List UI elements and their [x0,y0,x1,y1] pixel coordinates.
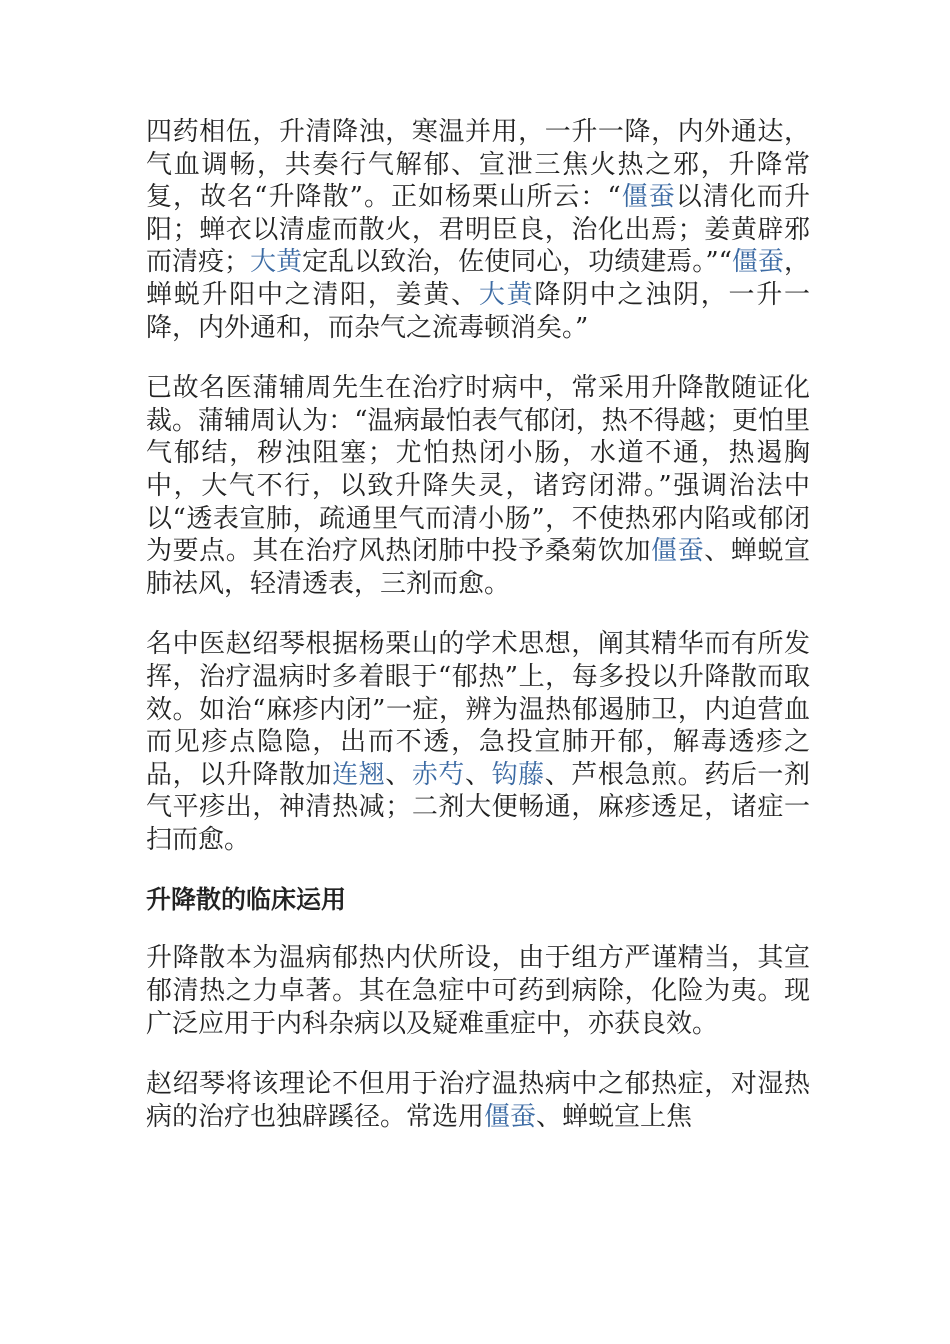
paragraph-text: 已故名医蒲辅周先生在治疗时病中，常采用升降散随证化裁。蒲辅周认为：“温病最怕表气郁闭，热不得越；更怕里气郁结，秽浊阻塞；尤怕热闭小肠，水道不通，热遏胸中，大气不行，以致升降失灵，诸窍闭滞。”强调治法中以“透表宣肺，疏通里气而清小肠”，不使热邪内陷或郁闭为要点。其在治疗风热闭肺中投予桑菊饮加 [146,373,810,567]
herb-link[interactable]: 僵蚕 [651,536,705,567]
paragraph-text: 定乱以致治，佐使同心，功绩建焉。”“ [302,247,732,278]
paragraph-text: 升降散本为温病郁热内伏所设，由于组方严谨精当，其宣郁清热之力卓著。其在急症中可药到病除，化险为夷。现广泛应用于内科杂病以及疑难重症中，亦获良效。 [146,943,810,1039]
paragraph-text: 、蝉蜕宣肺祛风，轻清透表，三剂而愈。 [146,536,810,599]
herb-link[interactable]: 僵蚕 [620,182,676,213]
paragraph-text: 赵绍琴将该理论不但用于治疗温热病中之郁热症，对湿热病的治疗也独辟蹊径。常选用 [146,1069,810,1132]
herb-link[interactable]: 大黄 [478,279,535,310]
paragraph-text: 、蝉蜕宣上焦 [536,1101,693,1132]
article-section-2 [146,942,810,1133]
paragraph-text: 、 [465,759,492,790]
paragraph [146,628,810,856]
section-heading: 升降散的临床运用 [146,885,347,915]
paragraph [146,942,810,1040]
paragraph-text: 、 [385,759,412,790]
paragraph [146,372,810,600]
paragraph-text: 、芦根急煎。药后一剂气平疹出，神清热减；二剂大便畅通，麻疹透足，诸症一扫而愈。 [146,759,810,855]
herb-link[interactable]: 僵蚕 [484,1101,537,1132]
paragraph-text: 四药相伍，升清降浊，寒温并用，一升一降，内外通达，气血调畅，共奏行气解郁、宣泄三焦火热之邪，升降常复，故名“升降散”。正如杨栗山所云：“ [146,117,810,213]
paragraph [146,1068,810,1133]
paragraph-text: 以清化而升阳；蝉衣以清虚而散火，君明臣良，治化出焉；姜黄辟邪而清疫； [146,182,810,278]
herb-link[interactable]: 钩藤 [491,759,545,790]
herb-link[interactable]: 僵蚕 [731,247,784,278]
paragraph-text: 降阴中之浊阴，一升一降，内外通和，而杂气之流毒顿消矣。” [146,279,810,343]
herb-link[interactable]: 大黄 [250,247,303,278]
herb-link[interactable]: 连翘 [332,759,386,790]
paragraph-text: 名中医赵绍琴根据杨栗山的学术思想，阐其精华而有所发挥，治疗温病时多着眼于“郁热”上，每多投以升降散而取效。如治“麻疹内闭”一症，辨为温热郁遏肺卫，内迫营血而见疹点隐隐，出而不透，急投宣肺开郁，解毒透疹之品，以升降散加 [146,629,810,790]
article-section-1 [146,116,810,856]
paragraph [146,116,810,344]
article-body [146,116,810,1161]
paragraph-text: ，蝉蜕升阳中之清阳，姜黄、 [146,247,810,310]
herb-link[interactable]: 赤芍 [411,759,465,790]
